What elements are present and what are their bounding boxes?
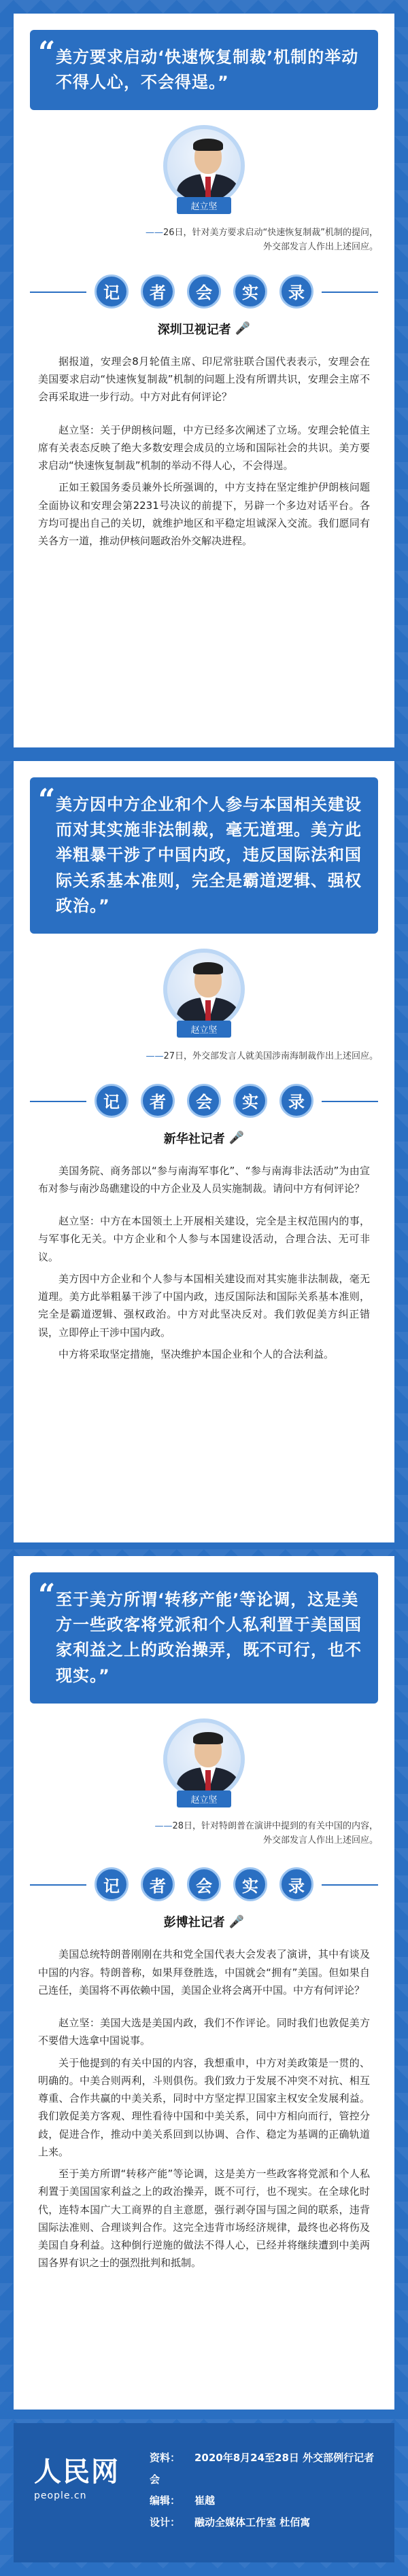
press-record-banner [14, 1082, 394, 1120]
microphone-icon: 🎤 [228, 1914, 245, 1929]
answer-paragraph: 赵立坚：中方在本国领土上开展相关建设，完全是主权范围内的事，与军事化无关。中方企业和个人参与本国建设活动，合理合法、无可非议。 [38, 1215, 370, 1263]
logo-text-en: people.cn [34, 2490, 87, 2501]
close-quote-mark: ” [99, 1665, 109, 1685]
portrait-wrap [14, 949, 394, 1030]
section-card-1 [14, 14, 394, 747]
quote-box [30, 30, 378, 110]
caption-line: 26日，针对美方要求启动“快速恢复制裁”机制的提问， [163, 228, 378, 239]
banner-char: 者 [141, 275, 175, 308]
banner-char: 记 [95, 1084, 129, 1118]
question-paragraph: 美国务院、商务部以“参与南海军事化”、“参与南海非法活动”为由宣布对参与南沙岛礁建设的中方企业及人员实施制裁。请问中方有何评论？ [38, 1164, 370, 1195]
spokesperson-name-tag: 赵立坚 [177, 1790, 231, 1807]
microphone-icon: 🎤 [235, 321, 251, 336]
banner-char: 者 [141, 1084, 175, 1118]
microphone-icon: 🎤 [228, 1131, 245, 1146]
spokesperson-name-tag: 赵立坚 [177, 1021, 231, 1038]
answer-paragraph: 至于美方所谓“转移产能”等论调，这是美方一些政客将党派和个人私利置于美国国家利益之上的政治操弄，既不可行，也不现实。在全球化时代，连特本国广大工商界的自主意愿，强行剥夺国与国之间的联系，违背国际法准则、合理谈判合作。这完全违背市场经济规律，最终也必将伤及美国自身利益。这种倒行逆施的做法不得人心，已经并将继续遭到中美两国各界有识之士的强烈批判和抵制。 [38, 2168, 370, 2270]
banner-char: 录 [279, 275, 313, 308]
caption-line: 28日，针对特朗普在演讲中提到的有关中国的内容， [172, 1820, 378, 1831]
press-record-banner [14, 1865, 394, 1903]
logo-text-cn: 人民网 [34, 2456, 120, 2488]
portrait-wrap [14, 125, 394, 207]
banner-char: 记 [95, 275, 129, 308]
reporter-name: 深圳卫视记者 [157, 322, 231, 337]
spokesperson-name-tag: 赵立坚 [177, 197, 231, 214]
question-paragraph: 据报道，安理会8月轮值主席、印尼常驻联合国代表表示，安理会在美国要求启动“快速恢复制裁”机制的问题上没有所谓共识，安理会主席不会再采取进一步行动。中方对此有何评论？ [38, 355, 370, 404]
section-card-2 [14, 761, 394, 1542]
answer-paragraph: 赵立坚：美国大选是美国内政，我们不作评论。同时我们也敦促美方不要借大选拿中国说事。 [38, 2017, 370, 2047]
design-value: 融动全媒体工作室 杜佰寓 [194, 2516, 311, 2528]
editor-label: 编辑： [150, 2494, 181, 2507]
quote-box [30, 1572, 378, 1704]
banner-char: 实 [233, 275, 267, 308]
editor-value: 崔越 [194, 2494, 216, 2507]
question-paragraph: 美国总统特朗普刚刚在共和党全国代表大会发表了演讲，其中有谈及中国的内容。特朗普称，如果拜登胜选，中国就会“拥有”美国。但如果自己连任，美国将不再依赖中国，美国企业将会离开中国。中方有何评论？ [38, 1948, 370, 1996]
banner-char: 记 [95, 1867, 129, 1901]
footer [14, 2423, 394, 2562]
source-label: 资料： [150, 2452, 181, 2464]
press-record-banner [14, 272, 394, 311]
quote-box [30, 777, 378, 934]
quote-text: 美方因中方企业和个人参与本国相关建设而对其实施非法制裁，毫无道理。美方此举粗暴干涉了中国内政，违反国际法和国际关系基本准则，完全是霸道逻辑、强权政治。 [56, 795, 362, 915]
caption: ——26日，针对美方要求启动“快速恢复制裁”机制的提问， 外交部发言人作出上述回应。 [145, 228, 378, 253]
reporter-name: 新华社记者 [163, 1131, 225, 1146]
reporter-label [14, 320, 394, 338]
source-value: 2020年8月24至28日 外交部例行记者会 [150, 2452, 375, 2486]
banner-char: 会 [187, 1084, 221, 1118]
caption-line: 外交部发言人作出上述回应。 [262, 242, 378, 253]
reporter-label [14, 1129, 394, 1147]
spokesperson-portrait [163, 125, 245, 207]
close-quote-mark: ” [99, 896, 109, 915]
banner-char: 实 [233, 1867, 267, 1901]
answer-paragraph: 美方因中方企业和个人参与本国相关建设而对其实施非法制裁，毫无道理。美方此举粗暴干涉了中国内政，违反国际法和国际关系基本准则，完全是霸道逻辑、强权政治。中方对此坚决反对。我们敦促美方纠正错误，立即停止干涉中国内政。 [38, 1272, 370, 1339]
spokesperson-portrait [163, 1718, 245, 1800]
answer-paragraph: 赵立坚：关于伊朗核问题，中方已经多次阐述了立场。安理会轮值主席有关表态反映了绝大多数安理会成员的立场和国际社会的共识。美方要求启动“快速恢复制裁”机制的举动不得人心，不会得逞。 [38, 423, 370, 472]
caption-line: 外交部发言人作出上述回应。 [262, 1835, 378, 1846]
answer-paragraph: 关于他提到的有关中国的内容，我想重申，中方对美政策是一贯的、明确的。中美合则两利，斗则俱伤。我们致力于发展不冲突不对抗、相互尊重、合作共赢的中美关系，同时中方坚定捍卫国家主权安全发展利益。我们敦促美方客观、理性看待中国和中美关系，同中方相向而行，管控分歧，促进合作，推动中美关系回到以协调、合作、稳定为基调的正确轨道上来。 [38, 2056, 370, 2158]
open-quote-icon: “ [38, 783, 56, 817]
portrait-wrap [14, 1718, 394, 1800]
spokesperson-portrait [163, 949, 245, 1030]
open-quote-icon: “ [38, 35, 56, 70]
close-quote-mark: ” [218, 73, 228, 92]
banner-char: 者 [141, 1867, 175, 1901]
reporter-label [14, 1913, 394, 1930]
caption: ——27日，外交部发言人就美国涉南海制裁作出上述回应。 [146, 1051, 378, 1061]
answer-paragraph: 中方将采取坚定措施，坚决维护本国企业和个人的合法利益。 [58, 1347, 335, 1360]
quote-text: 美方要求启动‘快速恢复制裁’机制的举动不得人心，不会得逞。 [56, 48, 359, 92]
design-label: 设计： [150, 2516, 181, 2528]
people-cn-logo [34, 2450, 136, 2501]
credits [150, 2448, 381, 2533]
open-quote-icon: “ [38, 1578, 56, 1612]
banner-char: 会 [187, 1867, 221, 1901]
banner-char: 录 [279, 1867, 313, 1901]
banner-char: 实 [233, 1084, 267, 1118]
caption-line: 27日，外交部发言人就美国涉南海制裁作出上述回应。 [163, 1051, 378, 1061]
caption: ——28日，针对特朗普在演讲中提到的有关中国的内容， 外交部发言人作出上述回应。 [154, 1820, 378, 1846]
quote-text: 至于美方所谓‘转移产能’等论调，这是美方一些政客将党派和个人私利置于美国国家利益之上的政治操弄，既不可行，也不现实。 [56, 1590, 362, 1685]
answer-paragraph: 正如王毅国务委员兼外长所强调的，中方支持在坚定维护伊朗核问题全面协议和安理会第2231号决议的前提下，另辟一个多边对话平台。各方均可提出自己的关切，就维护地区和平稳定坦诚深入交流。我们愿同有关各方一道，推动伊核问题政治外交解决进程。 [38, 481, 370, 548]
section-card-3 [14, 1556, 394, 2410]
reporter-name: 彭博社记者 [163, 1916, 225, 1930]
banner-char: 会 [187, 275, 221, 308]
banner-char: 录 [279, 1084, 313, 1118]
